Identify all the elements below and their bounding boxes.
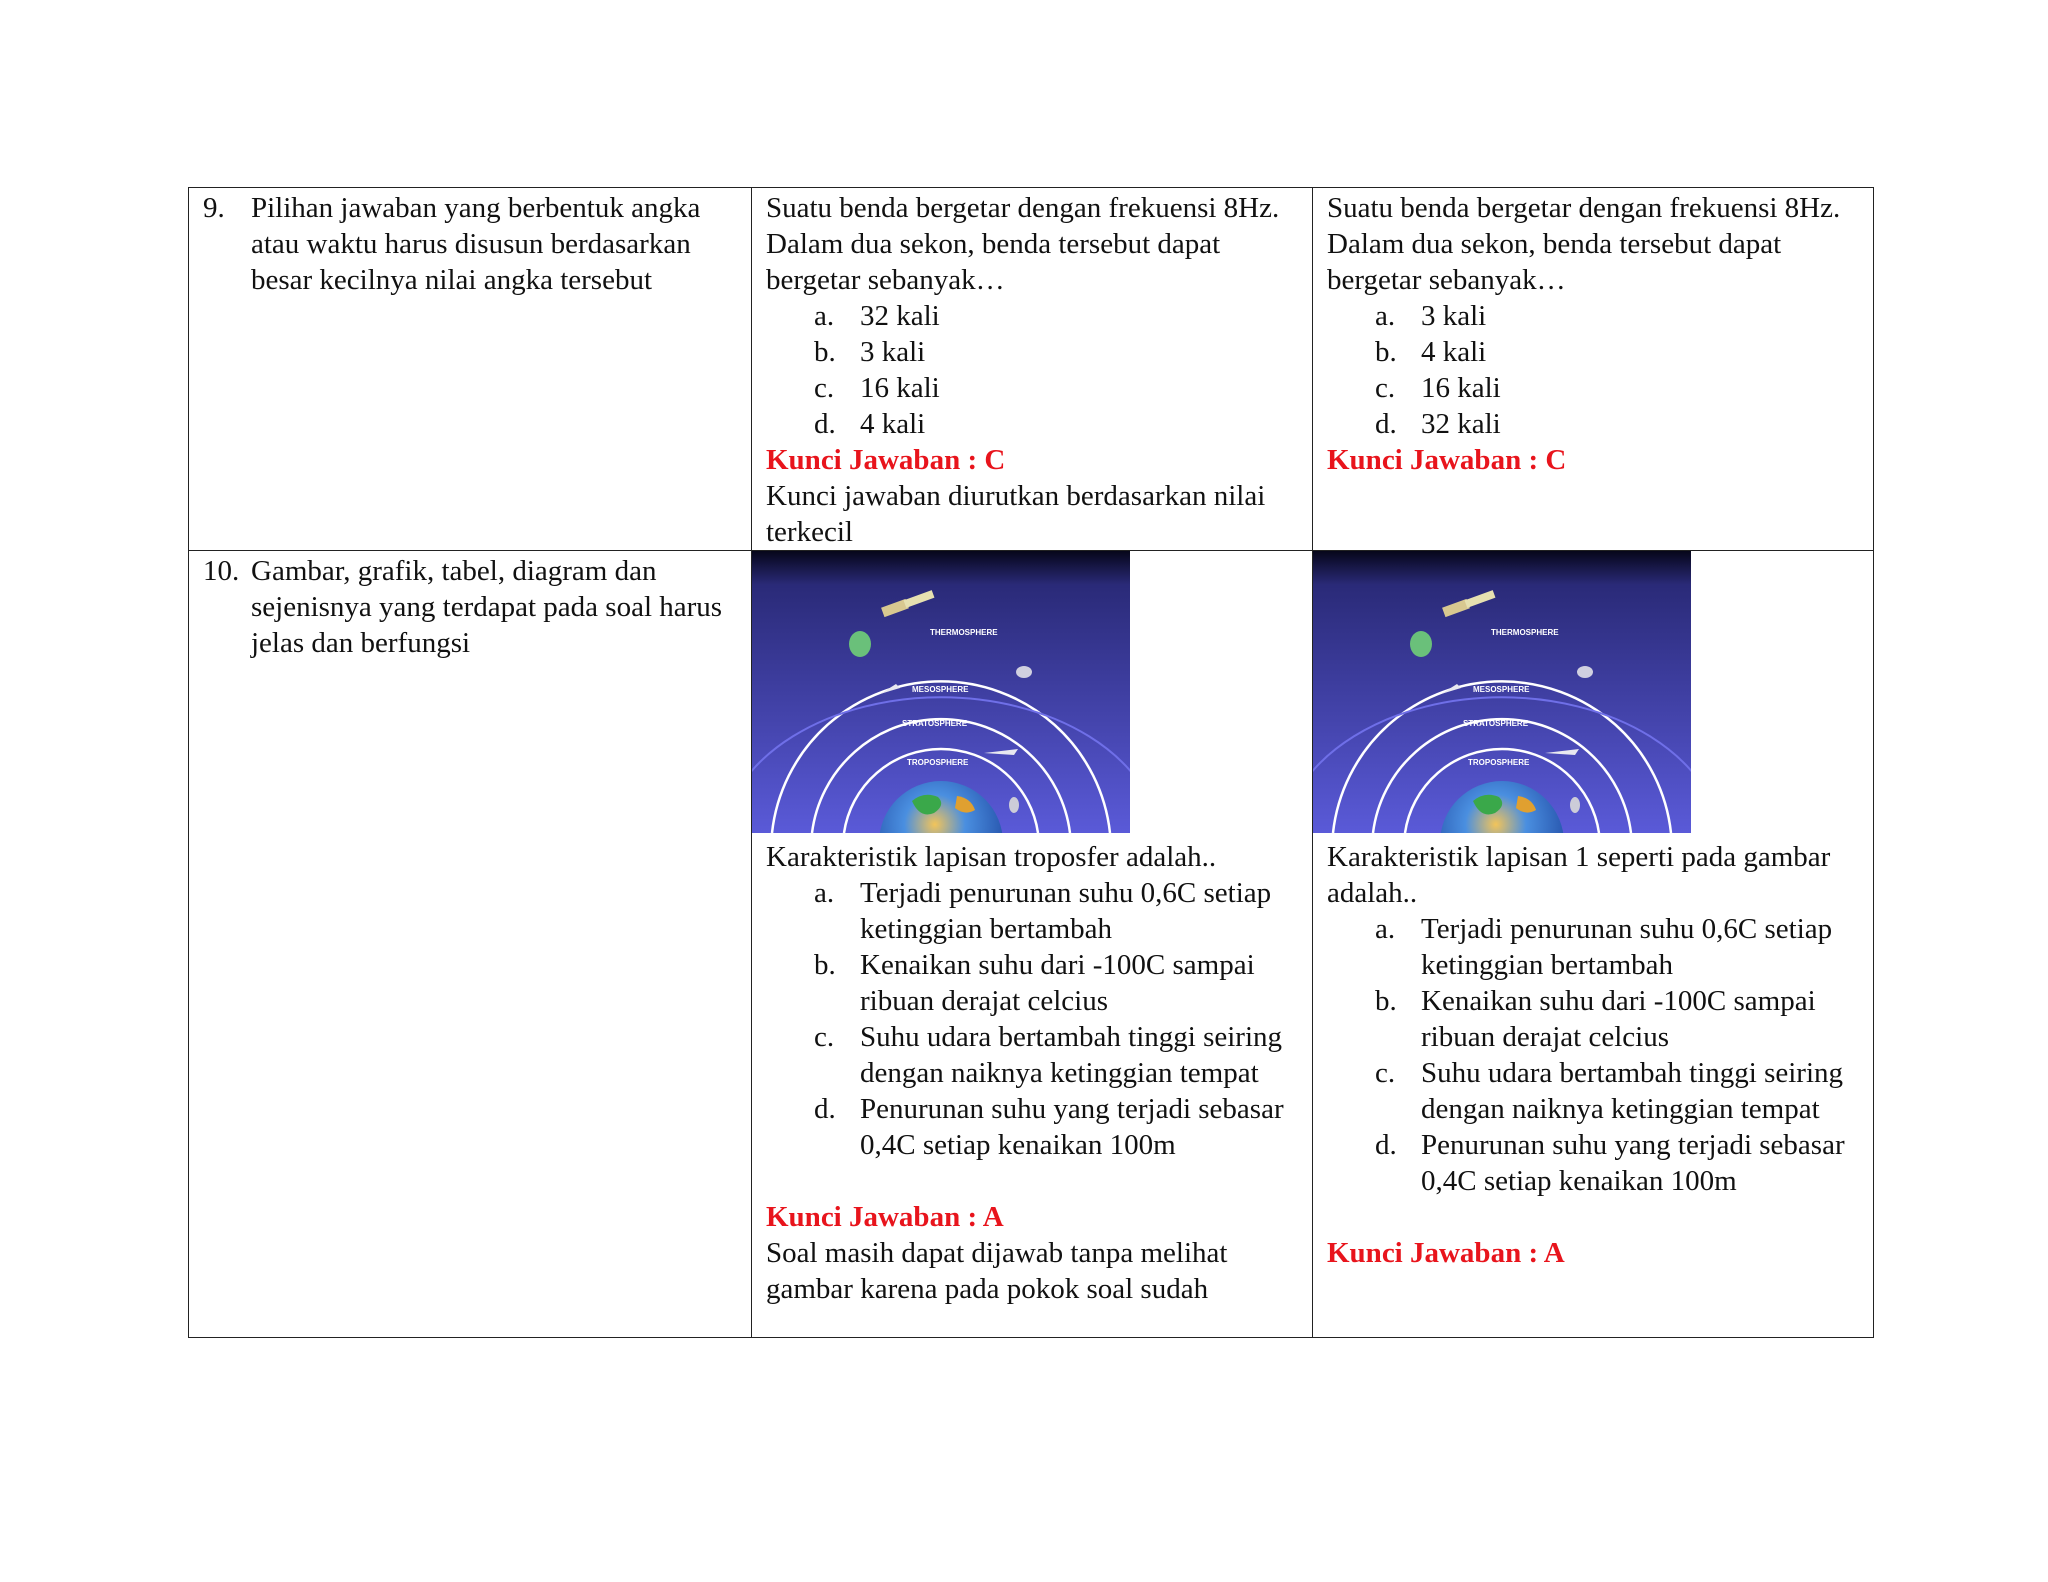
list-item <box>814 370 1298 406</box>
option-text: 16 kali <box>860 372 940 404</box>
good-example-cell <box>1313 551 1874 1338</box>
note-text: Soal masih dapat dijawab tanpa melihat gambar karena pada pokok soal sudah <box>766 1237 1228 1305</box>
option-letter: c. <box>1375 372 1396 404</box>
option-letter: d. <box>1375 1129 1397 1161</box>
note-text: Kunci jawaban diurutkan berdasarkan nilai terkecil <box>766 480 1266 548</box>
option-text: Kenaikan suhu dari -100C sampai ribuan derajat celcius <box>1421 985 1816 1053</box>
atmosphere-layers-image <box>1313 551 1691 833</box>
criterion-cell <box>189 188 752 551</box>
option-text: Kenaikan suhu dari -100C sampai ribuan derajat celcius <box>860 949 1255 1017</box>
option-text: Terjadi penurunan suhu 0,6C setiap ketinggian bertambah <box>860 877 1272 945</box>
table-row <box>189 188 1874 551</box>
option-letter: a. <box>1375 300 1396 332</box>
layer-label-troposphere: TROPOSPHERE <box>1468 758 1530 767</box>
layer-label-troposphere: TROPOSPHERE <box>907 758 969 767</box>
option-text: 3 kali <box>1421 300 1487 332</box>
option-letter: a. <box>814 877 835 909</box>
options-list <box>1327 298 1859 442</box>
option-letter: d. <box>1375 408 1397 440</box>
list-item <box>1375 334 1859 370</box>
bad-example-cell <box>752 188 1313 551</box>
option-text: Penurunan suhu yang terjadi sebasar 0,4C setiap kenaikan 100m <box>1421 1129 1845 1197</box>
criterion-number: 10. <box>203 555 240 587</box>
table-row <box>189 551 1874 1338</box>
option-text: Suhu udara bertambah tinggi seiring dengan naiknya ketinggian tempat <box>860 1021 1283 1089</box>
layer-label-thermosphere: THERMOSPHERE <box>930 628 998 637</box>
option-letter: c. <box>814 1021 835 1053</box>
question-text: Suatu benda bergetar dengan frekuensi 8Hz. Dalam dua sekon, benda tersebut dapat bergetar sebanyak… <box>1327 192 1841 296</box>
layer-label-stratosphere: STRATOSPHERE <box>1463 719 1529 728</box>
option-letter: b. <box>1375 985 1397 1017</box>
good-example-cell <box>1313 188 1874 551</box>
list-item <box>814 334 1298 370</box>
option-text: 32 kali <box>860 300 940 332</box>
layer-label-mesosphere: MESOSPHERE <box>912 685 969 694</box>
list-item <box>1375 911 1859 983</box>
atmosphere-layers-image <box>752 551 1130 833</box>
option-text: Terjadi penurunan suhu 0,6C setiap ketinggian bertambah <box>1421 913 1833 981</box>
criteria-table <box>188 187 1874 1338</box>
list-item <box>814 298 1298 334</box>
option-letter: a. <box>814 300 835 332</box>
question-text: Suatu benda bergetar dengan frekuensi 8Hz. Dalam dua sekon, benda tersebut dapat bergetar sebanyak… <box>766 192 1280 296</box>
option-text: 3 kali <box>860 336 926 368</box>
option-text: 32 kali <box>1421 408 1501 440</box>
option-letter: b. <box>1375 336 1397 368</box>
layer-label-mesosphere: MESOSPHERE <box>1473 685 1530 694</box>
option-letter: a. <box>1375 913 1396 945</box>
criterion-text: Gambar, grafik, tabel, diagram dan sejenisnya yang terdapat pada soal harus jelas dan berfungsi <box>251 555 723 659</box>
option-letter: c. <box>814 372 835 404</box>
option-text: Suhu udara bertambah tinggi seiring dengan naiknya ketinggian tempat <box>1421 1057 1844 1125</box>
option-letter: b. <box>814 336 836 368</box>
list-item <box>1375 983 1859 1055</box>
question-text: Karakteristik lapisan 1 seperti pada gambar adalah.. <box>1327 841 1831 909</box>
list-item <box>1375 1127 1859 1199</box>
list-item <box>814 1091 1298 1163</box>
list-item <box>1375 298 1859 334</box>
option-letter: d. <box>814 1093 836 1125</box>
option-letter: b. <box>814 949 836 981</box>
option-letter: d. <box>814 408 836 440</box>
criterion-text: Pilihan jawaban yang berbentuk angka atau waktu harus disusun berdasarkan besar kecilnya nilai angka tersebut <box>251 192 701 296</box>
question-text: Karakteristik lapisan troposfer adalah.. <box>766 841 1217 873</box>
options-list <box>766 875 1298 1163</box>
list-item <box>1375 1055 1859 1127</box>
answer-key: Kunci Jawaban : A <box>766 1201 1004 1233</box>
criterion-number: 9. <box>203 192 225 224</box>
list-item <box>814 947 1298 1019</box>
answer-key: Kunci Jawaban : C <box>1327 444 1567 476</box>
option-letter: c. <box>1375 1057 1396 1089</box>
answer-key: Kunci Jawaban : C <box>766 444 1006 476</box>
list-item <box>814 406 1298 442</box>
bad-example-cell <box>752 551 1313 1338</box>
options-list <box>1327 911 1859 1199</box>
option-text: 4 kali <box>1421 336 1487 368</box>
list-item <box>1375 406 1859 442</box>
options-list <box>766 298 1298 442</box>
option-text: Penurunan suhu yang terjadi sebasar 0,4C setiap kenaikan 100m <box>860 1093 1284 1161</box>
option-text: 4 kali <box>860 408 926 440</box>
list-item <box>1375 370 1859 406</box>
answer-key: Kunci Jawaban : A <box>1327 1237 1565 1269</box>
layer-label-stratosphere: STRATOSPHERE <box>902 719 968 728</box>
layer-label-thermosphere: THERMOSPHERE <box>1491 628 1559 637</box>
list-item <box>814 1019 1298 1091</box>
option-text: 16 kali <box>1421 372 1501 404</box>
criterion-cell <box>189 551 752 1338</box>
list-item <box>814 875 1298 947</box>
